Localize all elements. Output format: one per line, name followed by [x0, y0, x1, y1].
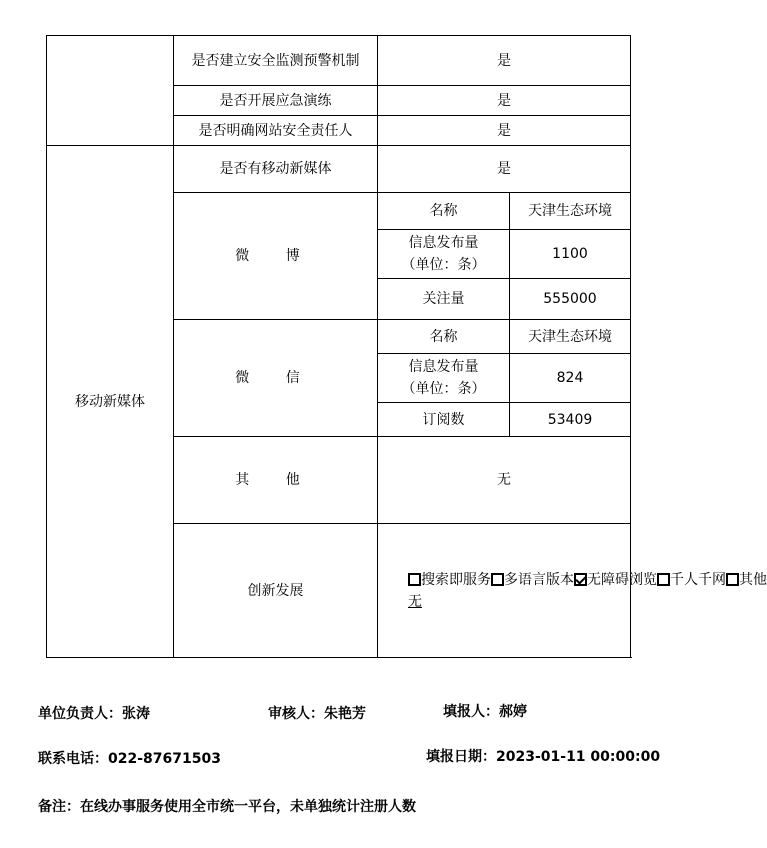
option-label: 搜索即服务	[421, 571, 491, 588]
innovation-section-label: 创新发展	[174, 524, 378, 658]
contact-phone: 联系电话：022-87671503	[38, 751, 221, 767]
checkbox-other[interactable]	[726, 573, 739, 586]
wechat-subs-value: 53409	[510, 403, 631, 437]
weibo-posts-label	[378, 230, 510, 279]
wechat-posts-value: 824	[510, 354, 631, 403]
other-media-label: 其 他	[174, 437, 378, 524]
weibo-followers-label: 关注量	[378, 279, 510, 320]
wechat-name-label: 名称	[378, 320, 510, 354]
has-media-value: 是	[378, 146, 631, 193]
checkbox-search-as-service[interactable]	[408, 573, 421, 586]
fill-date: 填报日期：2023-01-11 00:00:00	[426, 749, 661, 765]
security-label: 是否开展应急演练	[174, 86, 378, 116]
checkbox-multilingual[interactable]	[491, 573, 504, 586]
wechat-posts-label-line1: 信息发布量	[408, 359, 479, 375]
other-media-value: 无	[378, 437, 631, 524]
security-value: 是	[378, 86, 631, 116]
security-value: 是	[378, 116, 631, 146]
weibo-posts-label-line1: 信息发布量	[408, 235, 479, 251]
mobile-section-label: 移动新媒体	[47, 146, 174, 658]
reviewer: 审核人：朱艳芳	[268, 706, 366, 722]
security-value: 是	[378, 36, 631, 86]
wechat-subs-label: 订阅数	[378, 403, 510, 437]
checkbox-accessibility[interactable]	[574, 573, 587, 586]
remark: 备注：在线办事服务使用全市统一平台，未单独统计注册人数	[38, 799, 416, 815]
security-section-cell	[47, 36, 174, 146]
wechat-posts-label	[378, 354, 510, 403]
has-media-label: 是否有移动新媒体	[174, 146, 378, 193]
option-label: 其他	[739, 571, 767, 588]
option-label: 千人千网	[670, 571, 726, 588]
weibo-posts-label-line2: （单位：条）	[401, 257, 486, 273]
innovation-other-text: 无	[408, 593, 422, 610]
innovation-options-line	[408, 569, 767, 591]
checkbox-personalized[interactable]	[657, 573, 670, 586]
innovation-options	[378, 524, 767, 658]
weibo-name-label: 名称	[378, 193, 510, 230]
weibo-name-value: 天津生态环境	[510, 193, 631, 230]
security-label: 是否明确网站安全责任人	[174, 116, 378, 146]
weibo-label: 微 博	[174, 193, 378, 320]
option-label: 无障碍浏览	[587, 571, 657, 588]
wechat-name-value: 天津生态环境	[510, 320, 631, 354]
security-label: 是否建立安全监测预警机制	[174, 36, 378, 86]
weibo-followers-value: 555000	[510, 279, 631, 320]
wechat-posts-label-line2: （单位：条）	[401, 381, 486, 397]
unit-head: 单位负责人：张涛	[38, 706, 150, 722]
stats-table	[46, 35, 767, 658]
weibo-posts-value: 1100	[510, 230, 631, 279]
wechat-label: 微 信	[174, 320, 378, 437]
option-label: 多语言版本	[504, 571, 574, 588]
filler: 填报人：郝婷	[443, 704, 527, 720]
